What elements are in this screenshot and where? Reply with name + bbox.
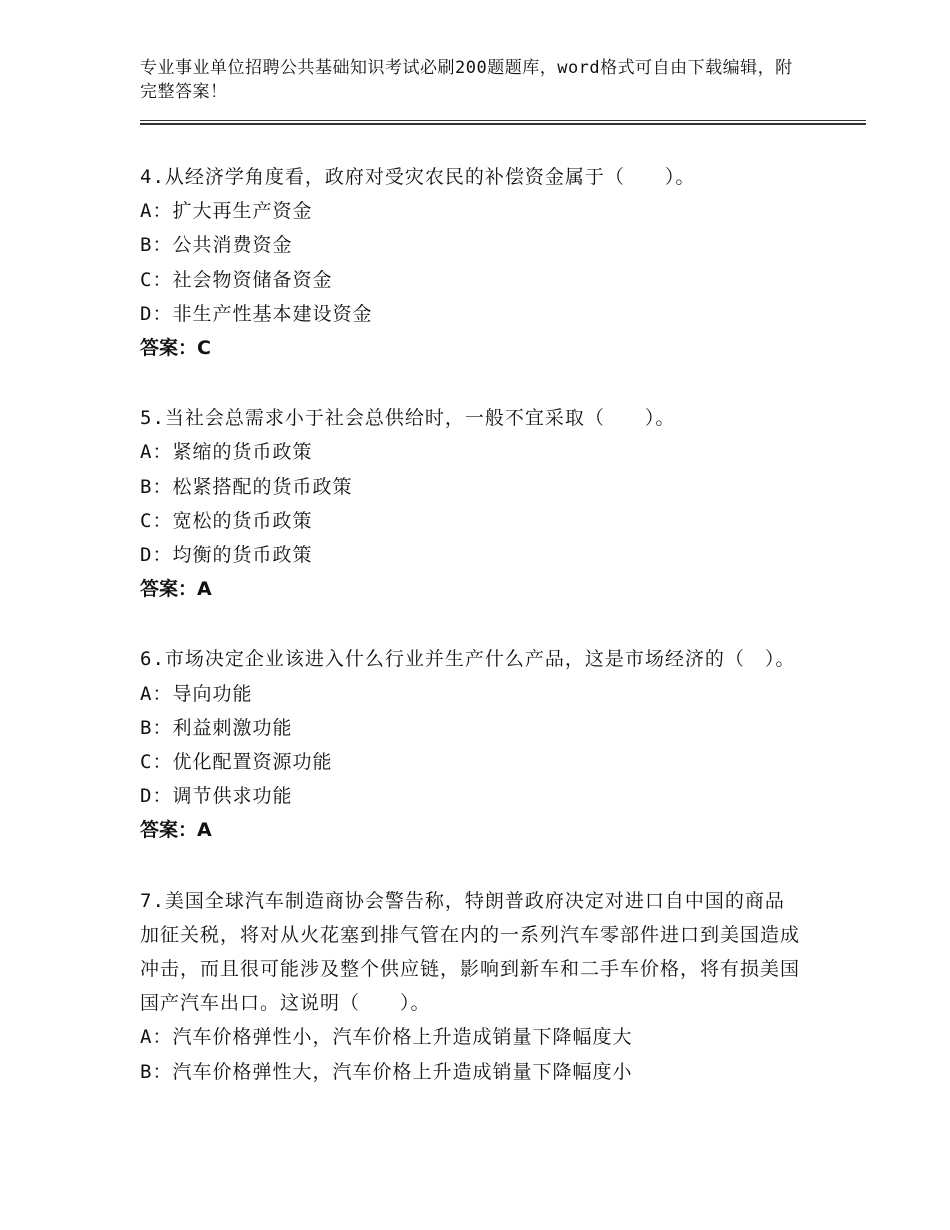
option-d: D：非生产性基本建设资金: [140, 302, 373, 325]
header-divider-thick: [140, 123, 866, 125]
option-b: B：松紧搭配的货币政策: [140, 475, 353, 498]
answer-line: 答案：A: [140, 578, 212, 601]
option-c: C：优化配置资源功能: [140, 751, 333, 774]
option-a: A：汽车价格弹性小，汽车价格上升造成销量下降幅度大: [140, 1026, 633, 1049]
option-a: A：扩大再生产资金: [140, 200, 313, 223]
question-7: [140, 884, 800, 1089]
question-stem: 7.美国全球汽车制造商协会警告称，特朗普政府决定对进口自中国的商品加征关税，将对从火花塞到排气管在内的一系列汽车零部件进口到美国造成冲击，而且很可能涉及整个供应链，影响到新车和二手车价格，将有损美国国产汽车出口。这说明（ ）。: [140, 889, 801, 1015]
option-b: B：公共消费资金: [140, 234, 293, 257]
question-5: [140, 401, 800, 606]
question-stem: 5.当社会总需求小于社会总供给时，一般不宜采取（ ）。: [140, 407, 676, 430]
header-divider-thin: [140, 120, 866, 121]
answer-line: 答案：C: [140, 337, 211, 360]
option-d: D：均衡的货币政策: [140, 544, 313, 567]
questions-list: [140, 160, 800, 1125]
option-b: B：汽车价格弹性大，汽车价格上升造成销量下降幅度小: [140, 1060, 633, 1083]
question-stem: 6.市场决定企业该进入什么行业并生产什么产品，这是市场经济的（ ）。: [140, 648, 796, 671]
question-4: [140, 160, 800, 365]
option-d: D：调节供求功能: [140, 785, 293, 808]
option-a: A：导向功能: [140, 682, 253, 705]
option-c: C：社会物资储备资金: [140, 268, 333, 291]
option-a: A：紧缩的货币政策: [140, 441, 313, 464]
question-stem: 4.从经济学角度看，政府对受灾农民的补偿资金属于（ ）。: [140, 166, 696, 188]
page-header: 专业事业单位招聘公共基础知识考试必刷200题题库，word格式可自由下载编辑，附完整答案！: [140, 58, 793, 102]
answer-line: 答案：A: [140, 819, 212, 842]
option-b: B：利益刺激功能: [140, 716, 293, 739]
option-c: C：宽松的货币政策: [140, 509, 313, 532]
question-6: [140, 642, 800, 847]
